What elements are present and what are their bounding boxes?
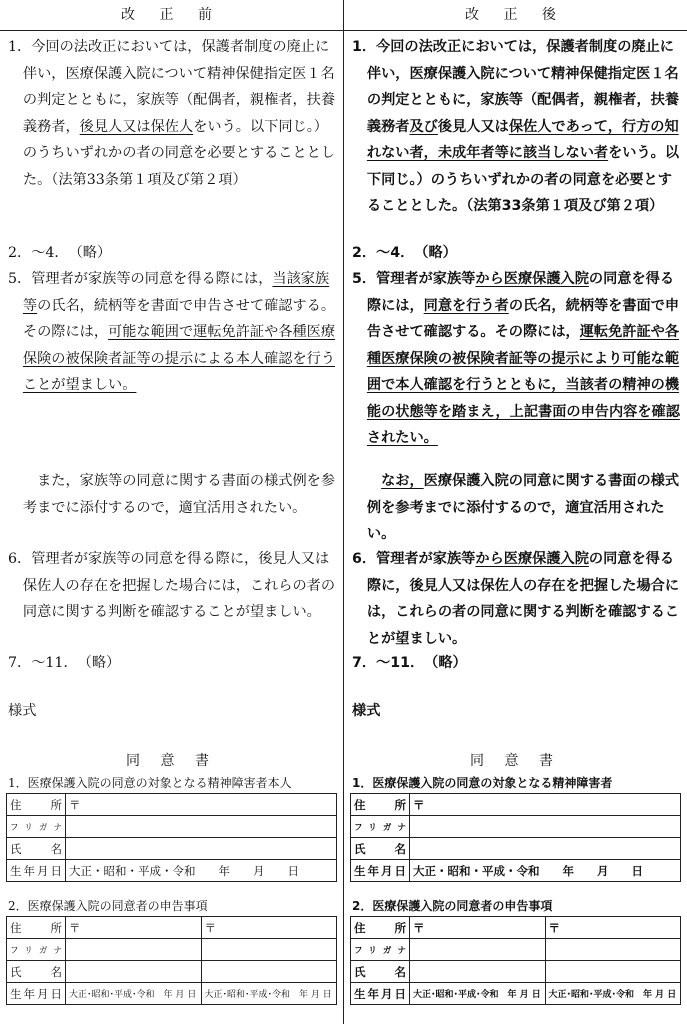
after-form-section-2: 2．医療保護入院の同意者の申告事項 — [352, 899, 553, 913]
after-p5-text: 5．管理者が家族等 — [352, 271, 476, 287]
after-form-title: 同 意 書 — [470, 753, 561, 769]
after-column — [344, 0, 687, 1024]
after-p6-text-2: の同意を得る際に，後見人又は保佐人の存在を把握した場合には，これらの者の同意に関する判断を確認することが望ましい。 — [366, 551, 680, 647]
after-p1-underline-2: 保佐人であって，行方の知れない者，未成年者等に該当しない者 — [366, 118, 679, 161]
dob-label: 生年月日 — [7, 860, 66, 882]
after-paragraph-7-11: 7．～11． （略） — [352, 655, 467, 671]
before-paragraph-5 — [8, 266, 338, 399]
before-form-table-1 — [6, 793, 337, 882]
after-p5b-text: 医療保護入院の同意に関する書面の様式例を参考までに添付するので，適宜活用されたい。 — [366, 473, 680, 542]
name-label: 氏 名 — [7, 838, 66, 860]
after-p5-underline-3: 運転免許証や各種医療保険の被保険者証等の提示により可能な範囲で本人確認を行うとともに，当該者の精神の機能の状態等を踏まえ，上記書面の申告内容を確認されたい。 — [366, 324, 680, 446]
furigana-label: フリガナ — [351, 939, 410, 961]
after-header: 改 正 後 — [344, 0, 687, 31]
after-paragraph-5-note — [352, 468, 682, 548]
before-form-table-2 — [6, 916, 337, 1005]
postal-mark-2: 〒 — [545, 917, 681, 939]
postal-mark: 〒 — [410, 917, 546, 939]
after-p1-text-2: 後見人又は — [437, 118, 509, 135]
before-paragraph-6: 6．管理者が家族等の同意を得る際に，後見人又は保佐人の存在を把握した場合には，これらの者の同意に関する判断を確認することが望ましい。 — [8, 551, 336, 620]
furigana-label: フリガナ — [7, 816, 66, 838]
before-paragraph-1 — [8, 34, 338, 193]
dob-label: 生年月日 — [351, 860, 410, 882]
after-form-section-1: 1．医療保護入院の同意の対象となる精神障害者 — [352, 776, 613, 790]
dob-eras-2: 大正･昭和･平成･令和 年 月 日 — [545, 983, 681, 1005]
before-p5-text: 5．管理者が家族等の同意を得る際には， — [8, 271, 273, 287]
before-paragraph-2-4: 2．～4． （略） — [8, 245, 112, 261]
name-label: 氏 名 — [351, 961, 410, 983]
before-p1-underline: 後見人又は保佐人 — [79, 118, 194, 135]
before-paragraph-5-note: また，家族等の同意に関する書面の様式例を参考までに添付するので，適宜活用されたい。 — [22, 473, 336, 516]
address-label: 住 所 — [351, 794, 410, 816]
furigana-label: フリガナ — [7, 939, 66, 961]
postal-mark: 〒 — [410, 794, 681, 816]
before-p5-underline-2: 可能な範囲で運転免許証や各種医療保険の被保険者証等の提示による本人確認を行うことが望ましい。 — [22, 324, 336, 393]
postal-mark-2: 〒 — [201, 917, 337, 939]
name-label: 氏 名 — [7, 961, 66, 983]
before-p5-underline: 当該家族等 — [22, 271, 330, 314]
after-p1-text: 1．今回の法改正においては，保護者制度の廃止に伴い，医療保護入院について精神保健指定医１名の判定とともに，家族等（配偶者，親権者，扶養義務者 — [352, 39, 680, 135]
before-p1-text: 1．今回の法改正においては，保護者制度の廃止に伴い，医療保護入院について精神保健指定医１名の判定とともに，家族等（配偶者，親権者，扶養義務者， — [8, 39, 336, 135]
before-form-section-2: 2．医療保護入院の同意者の申告事項 — [8, 899, 208, 913]
after-p5-underline: から医療保護入院 — [475, 271, 589, 287]
before-paragraph-7-11: 7．～11． （略） — [8, 655, 121, 671]
postal-mark: 〒 — [66, 794, 337, 816]
before-header: 改 正 前 — [0, 0, 343, 31]
after-p5b-underline: なお， — [381, 473, 424, 489]
before-p1-text-2: をいう。以下同じ。）のうちいずれかの者の同意を必要とすることとした。（法第33条第１項及び第２項） — [22, 118, 336, 188]
after-paragraph-5 — [352, 266, 682, 452]
dob-label: 生年月日 — [351, 983, 410, 1005]
after-form-table-1 — [350, 793, 681, 882]
dob-eras: 大正・昭和・平成・令和 年 月 日 — [66, 860, 337, 882]
dob-eras: 大正・昭和・平成・令和 年 月 日 — [410, 860, 681, 882]
after-form-table-2 — [350, 916, 681, 1005]
address-label: 住 所 — [351, 917, 410, 939]
before-form-title: 同 意 書 — [126, 753, 217, 769]
after-p5-text-2: の同意を得る際には， — [366, 271, 675, 314]
after-p1-text-3: をいう。以下同じ。）のうちいずれかの者の同意を必要とすることとした。（法第33条第１項及び第２項） — [366, 145, 680, 214]
name-label: 氏 名 — [351, 838, 410, 860]
after-p5-text-3: の氏名，続柄等を書面で申告させて確認する。その際には， — [366, 297, 680, 340]
before-form-label: 様式 — [8, 703, 37, 719]
furigana-label: フリガナ — [351, 816, 410, 838]
dob-label: 生年月日 — [7, 983, 66, 1005]
after-p6-underline: から医療保護入院 — [475, 551, 589, 567]
address-label: 住 所 — [7, 794, 66, 816]
after-form-label: 様式 — [352, 703, 381, 719]
dob-eras-1: 大正･昭和･平成･令和 年 月 日 — [66, 983, 202, 1005]
postal-mark: 〒 — [66, 917, 202, 939]
after-paragraph-6 — [352, 546, 682, 652]
address-label: 住 所 — [7, 917, 66, 939]
after-paragraph-1 — [352, 34, 682, 220]
after-paragraph-2-4: 2．～4． （略） — [352, 245, 457, 261]
after-p1-underline: 及び — [409, 118, 438, 135]
dob-eras-2: 大正･昭和･平成･令和 年 月 日 — [201, 983, 337, 1005]
after-p5-underline-2: 同意を行う者 — [423, 297, 509, 314]
after-p6-text: 6．管理者が家族等 — [352, 551, 476, 567]
before-p5-text-2: の氏名，続柄等を書面で申告させて確認する。その際には， — [22, 297, 336, 340]
dob-eras-1: 大正･昭和･平成･令和 年 月 日 — [410, 983, 546, 1005]
before-form-section-1: 1．医療保護入院の同意の対象となる精神障害者本人 — [8, 776, 292, 790]
